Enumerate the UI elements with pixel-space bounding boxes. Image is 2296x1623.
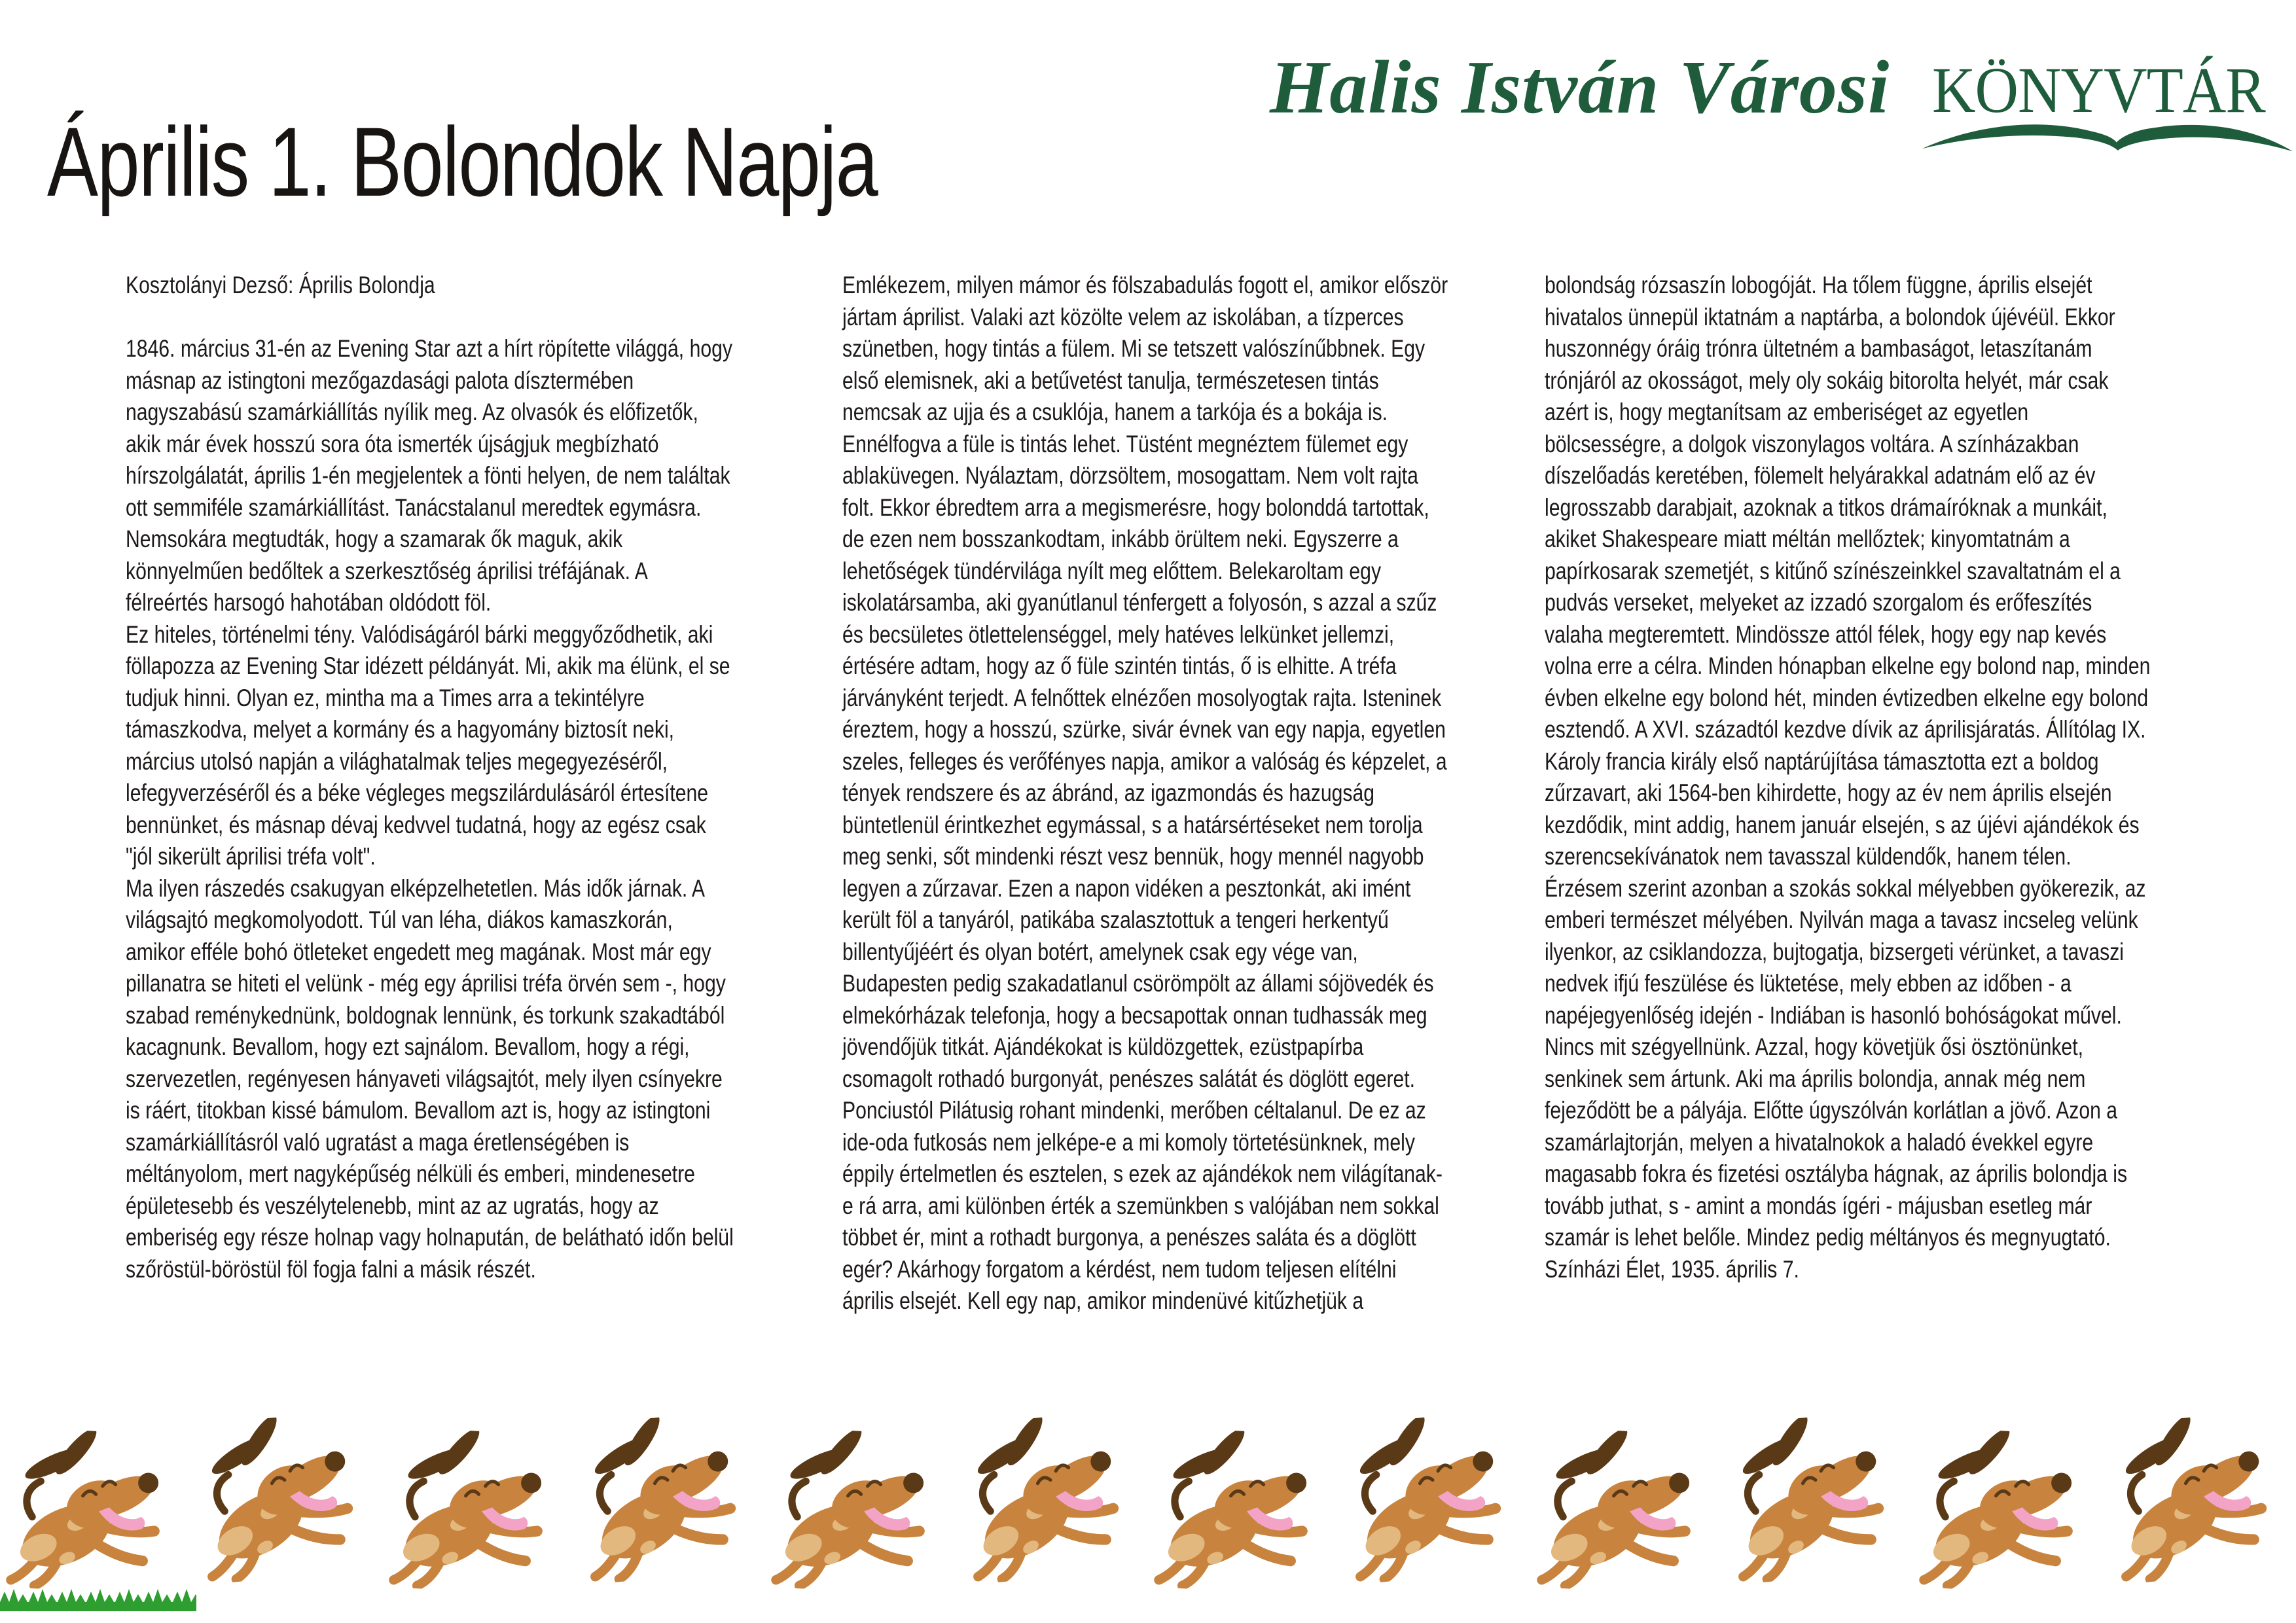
running-dog-icon [575,1410,764,1585]
running-dog-icon [386,1427,571,1596]
paragraph: Ez hiteles, történelmi tény. Valódiságáról bárki meggyőződhetik, aki föllapozza az Evening Star idézett példányát. Mi, akik ma élünk, el se tudjuk hinni. Olyan ez, mintha ma a Times arra a tekintélyre támaszkodva, melyet a kormány és a hagyomány biztosít neki, március utolsó napján a világhatalmak teljes megegyezéséről, lefegyverzéséről és a béke végleges megszilárdulásáról értesítene bennünket, és másnap dévaj kedvvel tudatná, hogy az egész csak "jól sikerült áprilisi tréfa volt". [126,620,730,870]
running-dog-icon [1534,1427,1719,1596]
column-2-text [842,270,1450,1317]
article-byline: Kosztolányi Dezső: Április Bolondja [126,272,435,298]
article-column-2 [842,270,1450,1317]
paragraph: Ma ilyen rászedés csakugyan elképzelhetetlen. Más idők járnak. A világsajtó megkomolyodott. Túl van léha, diákos kamaszkorán, amikor efféle bohó ötleteket engedett meg magának. Most már egy pillanatra se hiteti el velünk - még egy áprilisi tréfa örvén sem -, hogy szabad reménykednünk, boldognak lennünk, és torkunk szakadtából kacagnunk. Bevallom, hogy ezt sajnálom. Bevallom, hogy a régi, szervezetlen, regényesen hányaveti világsajtót, mely ilyen csínyekre is ráért, titokban kissé bámulom. Bevallom azt is, hogy az istingtoni szamárkiállításról való ugratást a maga éretlenségében is méltányolom, mert nagyképűség nélküli és emberi, mindenesetre épületesebb és veszélytelenebb, mint az az ugratás, hogy az emberiség egy része holnap vagy holnapután, de belátható időn belül szőröstül-böröstül föl fogja falni a másik részét. [126,874,734,1283]
dog-row [0,1423,2296,1586]
column-1-text [126,333,734,1285]
running-dog-icon [1723,1410,1912,1585]
article-column-1 [126,270,734,1285]
running-dog-icon [958,1410,1147,1585]
running-dog-icon [2106,1410,2295,1585]
running-dog-icon [3,1427,188,1596]
library-logo [1270,43,2294,168]
running-dog-icon [1916,1427,2101,1596]
column-3-text [1545,270,2153,1285]
running-dog-icon [1340,1410,1530,1585]
paragraph: Színházi Élet, 1935. április 7. [1545,1255,1799,1283]
library-logo-name: Halis István Városi [1270,46,1890,130]
running-dog-icon [192,1410,382,1585]
paragraph: 1846. március 31-én az Evening Star azt a hírt röpítette világgá, hogy másnap az istingtoni mezőgazdasági palota dísztermében nagyszabású szamárkiállítás nyílik meg. Az olvasók és előfizetők, akik már évek hosszú sora óta ismerték újságjuk megbízható hírszolgálatát, április 1-én megjelentek a fönti helyen, de nem találtak ott semmiféle szamárkiállítást. Tanácstalanul meredtek egymásra. Nemsokára megtudták, hogy a szamarak ők maguk, akik könnyelműen bedőltek a szerkesztőség áprilisi tréfájának. A félreértés harsogó hahotában oldódott föl. [126,335,732,616]
paragraph: bolondság rózsaszín lobogóját. Ha tőlem függne, április elsejét hivatalos ünnepül iktatnám a naptárba, a bolondok újévéül. Ekkor huszonnégy óráig trónra ültetném a bambaságot, letaszítanám trónjáról az okosságot, mely oly sokáig bitorolta helyét, már csak azért is, hogy megtanítsam az emberiséget az egyetlen bölcsességre, a dolgok viszonylagos voltára. A színházakban díszelőadás keretében, fölemelt helyárakkal adatnám elő az év legrosszabb darabjait, azoknak a titkos drámaíróknak a munkáit, akiket Shakespeare miatt méltán mellőztek; kinyomtatnám a papírkosarak szemetjét, s kitűnő színészeinkkel szavaltatnám el a pudvás verseket, melyeket az izzadó szorgalom és erőfeszítés valaha megteremtett. Mindössze attól félek, hogy egy nap kevés volna erre a célra. Minden hónapban elkelne egy bolond nap, minden évben elkelne egy bolond hét, minden évtizedben elkelne egy bolond esztendő. A XVI. századtól kezdve dívik az áprilisjáratás. Állítólag IX. Károly francia király első naptárújítása támasztotta ezt a boldog zűrzavart, aki 1564-ben kihirdette, hogy az év nem április elsején kezdődik, mint addig, hanem január elsején, s az újévi ajándékok és szerencsekívánatok nem tavasszal küldendők, hanem télen. Érzésem szerint azonban a szokás sokkal mélyebben gyökerezik, az emberi természet mélyében. Nyilván maga a tavasz incseleg velünk ilyenkor, az csiklandozza, bujtogatja, bizsergeti vérünket, a tavaszi nedvek ifjú feszülése és lüktetése, mely ebben az időben - a napéjegyenlőség idején - Indiában is hasonló bohóságokat művel. Nincs mit szégyellnünk. Azzal, hogy követjük ősi ösztönünket, senkinek sem ártunk. Aki ma április bolondja, annak még nem fejeződött be a pályája. Előtte úgyszólván korlátlan a jövő. Azon a szamárlajtorján, melyen a hivatalnokok a haladó évekkel egyre magasabb fokra és fizetési osztályba hágnak, az április bolondja is tovább juthat, s - amint a mondás ígéri - májusban esetleg már szamár is lehet belőle. Mindez pedig méltányos és megnyugtató. [1545,272,2151,1251]
page-title: Április 1. Bolondok Napja [47,106,878,217]
running-dog-icon [768,1427,953,1596]
grass-strip [0,1589,196,1611]
footer-decoration [0,1407,2296,1623]
open-book-swoosh-icon [1921,113,2294,153]
article-column-3 [1545,270,2153,1285]
library-logo-caps: KÖNYVTÁR [1932,54,2265,126]
running-dog-icon [1151,1427,1336,1596]
paragraph: Emlékezem, milyen mámor és fölszabadulás fogott el, amikor először jártam áprilist. Valaki azt közölte velem az iskolában, a tízperces szünetben, hogy tintás a fülem. Mi se tetszett valószínűbbnek. Egy első elemisnek, aki a betűvetést tanulja, természetesen tintás nemcsak az ujja és a csuklója, hanem a tarkója és a bokája is. Ennélfogva a füle is tintás lehet. Tüstént megnéztem fülemet egy ablaküvegen. Nyálaztam, dörzsöltem, mosogattam. Nem volt rajta folt. Ekkor ébredtem arra a megismerésre, hogy bolonddá tartottak, de ezen nem bosszankodtam, inkább örültem neki. Egyszerre a lehetőségek tündérvilága nyílt meg előttem. Belekaroltam egy iskolatársamba, aki gyanútlanul ténfergett a folyosón, s azzal a szűz és becsületes ötlettelenséggel, mely hatéves lelkünket jellemzi, értésére adtam, hogy az ő füle szintén tintás, ő is elhitte. A tréfa járványként terjedt. A felnőttek elnézően mosolyogtak rajta. Isteninek éreztem, hogy a hosszú, szürke, sivár évnek van egy napja, egyetlen szeles, felleges és verőfényes napja, amikor a valóság és képzelet, a tények rendszere és az ábránd, az igazmondás és hazugság büntetlenül érintkezhet egymással, s a határsértéseket nem torolja meg senki, sőt mindenki részt vesz bennük, hogy mennél nagyobb legyen a zűrzavar. Ezen a napon vidéken a pesztonkát, aki imént került föl a tanyáról, patikába szalasztottuk a tengeri herkentyű billentyűjéért és olyan botért, amelynek csak egy vége van, Budapesten pedig szakadatlanul csörömpölt az állami sójövedék és elmekórházak telefonja, hogy a becsapottak onnan tudhassák meg jövendőjük titkát. Ajándékokat is küldözgettek, ezüstpapírba csomagolt rothadó burgonyát, penészes salátát és döglött egeret. Ponciustól Pilátusig rohant mindenki, merőben céltalanul. De ez az ide-oda futkosás nem jelképe-e a mi komoly törtetésünknek, mely éppily értelmetlen és esztelen, s ezek az ajándékok nem világítanak-e rá arra, ami különben érték a szemünkben s valójában nem sokkal többet ér, mint a rothadt burgonya, a penészes saláta és a döglött egér? Akárhogy forgatom a kérdést, nem tudom teljesen elítélni április elsejét. Kell egy nap, amikor mindenüvé kitűzhetjük a [842,272,1448,1314]
